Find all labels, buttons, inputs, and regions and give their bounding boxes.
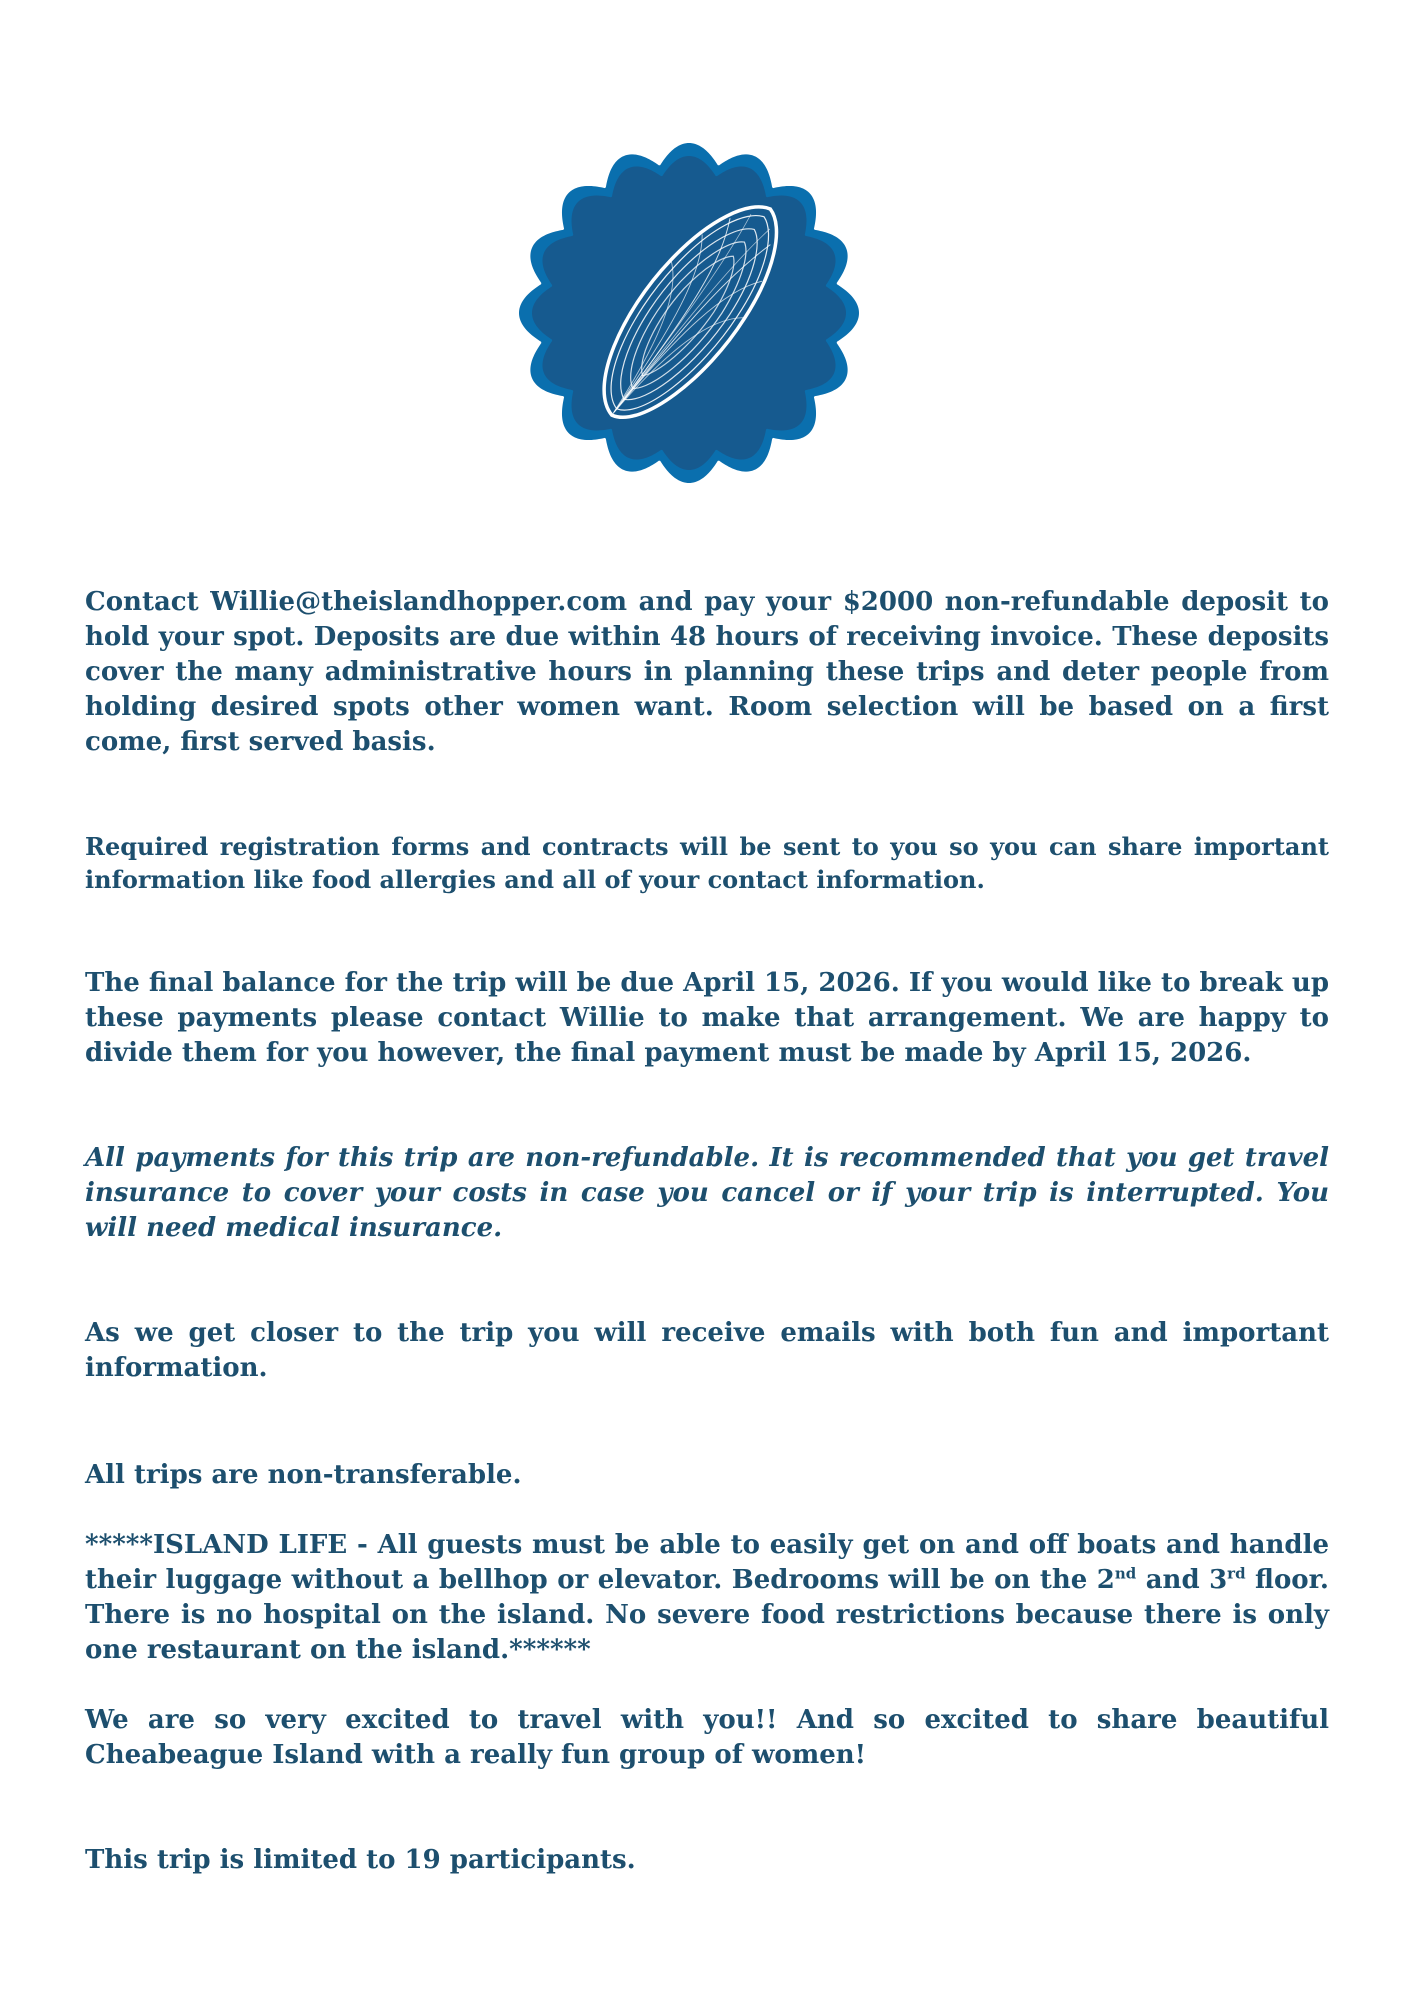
island-life-paragraph	[85, 1528, 1329, 1668]
participant-limit-paragraph: This trip is limited to 19 participants.	[85, 1845, 636, 1875]
deposit-paragraph: Contact Willie@theislandhopper.com and pay your $2000 non-refundable deposit to hold your spot. Deposits are due within 48 hours of receiving invoice. These deposits cover the many administrative hours in planning these trips and deter people from holding desired spots other women want. Room selection will be based on a first come, first served basis.	[85, 587, 1329, 757]
inner-scallop	[532, 156, 846, 470]
ordinal-suffix-nd: nd	[1114, 1564, 1137, 1583]
island-life-text-1: *****ISLAND LIFE - All guests must be able to easily get on and off boats and handle their luggage without a bellhop or elevator. Bedrooms will be on the 2	[85, 1530, 1329, 1595]
island-life-text-2: and 3	[1136, 1565, 1228, 1595]
registration-paragraph: Required registration forms and contracts will be sent to you so you can share important information like food allergies and all of your contact information.	[85, 832, 1329, 894]
scalloped-badge-logo	[517, 141, 861, 485]
final-balance-paragraph: The final balance for the trip will be due April 15, 2026. If you would like to break up these payments please contact Willie to make that arrangement. We are happy to divide them for you however, the final payment must be made by April 15, 2026.	[85, 968, 1329, 1068]
excited-paragraph: We are so very excited to travel with you!! And so excited to share beautiful Cheabeague Island with a really fun group of women!	[85, 1705, 1329, 1770]
non-transferable-paragraph: All trips are non-transferable.	[85, 1460, 522, 1490]
mussel-shell-icon	[517, 141, 861, 485]
payments-notice-paragraph: All payments for this trip are non-refundable. It is recommended that you get travel insurance to cover your costs in case you cancel or if your trip is interrupted. You will need medical insurance.	[85, 1143, 1329, 1243]
emails-paragraph: As we get closer to the trip you will receive emails with both fun and important information.	[85, 1318, 1329, 1383]
ordinal-suffix-rd: rd	[1227, 1564, 1246, 1583]
island-life-text-3: floor. There is no hospital on the island. No severe food restrictions because there is only one restaurant on the island.******	[85, 1565, 1329, 1665]
document-body	[85, 585, 1329, 1878]
